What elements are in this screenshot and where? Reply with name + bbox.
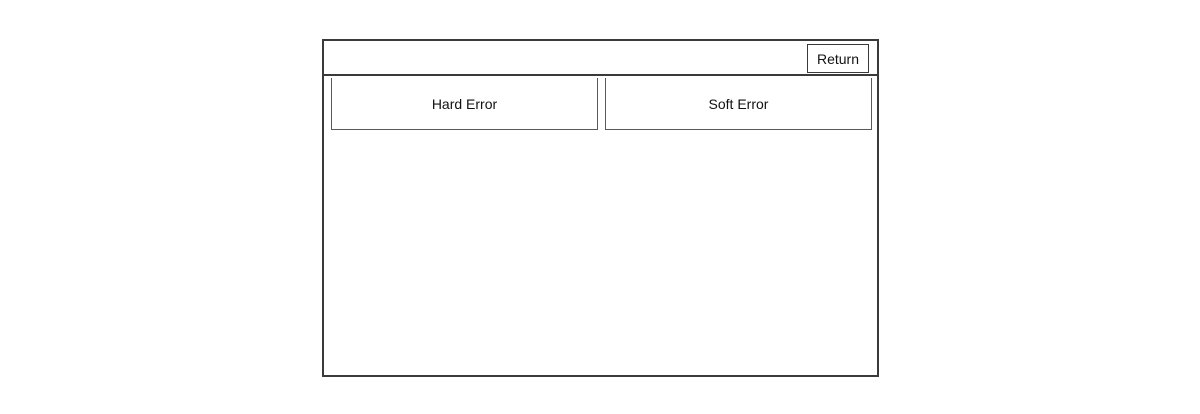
error-window — [322, 39, 879, 377]
tab-soft-error[interactable]: Soft Error — [605, 78, 872, 130]
tab-hard-error[interactable]: Hard Error — [331, 78, 598, 130]
top-bar — [324, 41, 877, 76]
content-area — [324, 130, 877, 375]
return-button[interactable]: Return — [807, 44, 869, 73]
